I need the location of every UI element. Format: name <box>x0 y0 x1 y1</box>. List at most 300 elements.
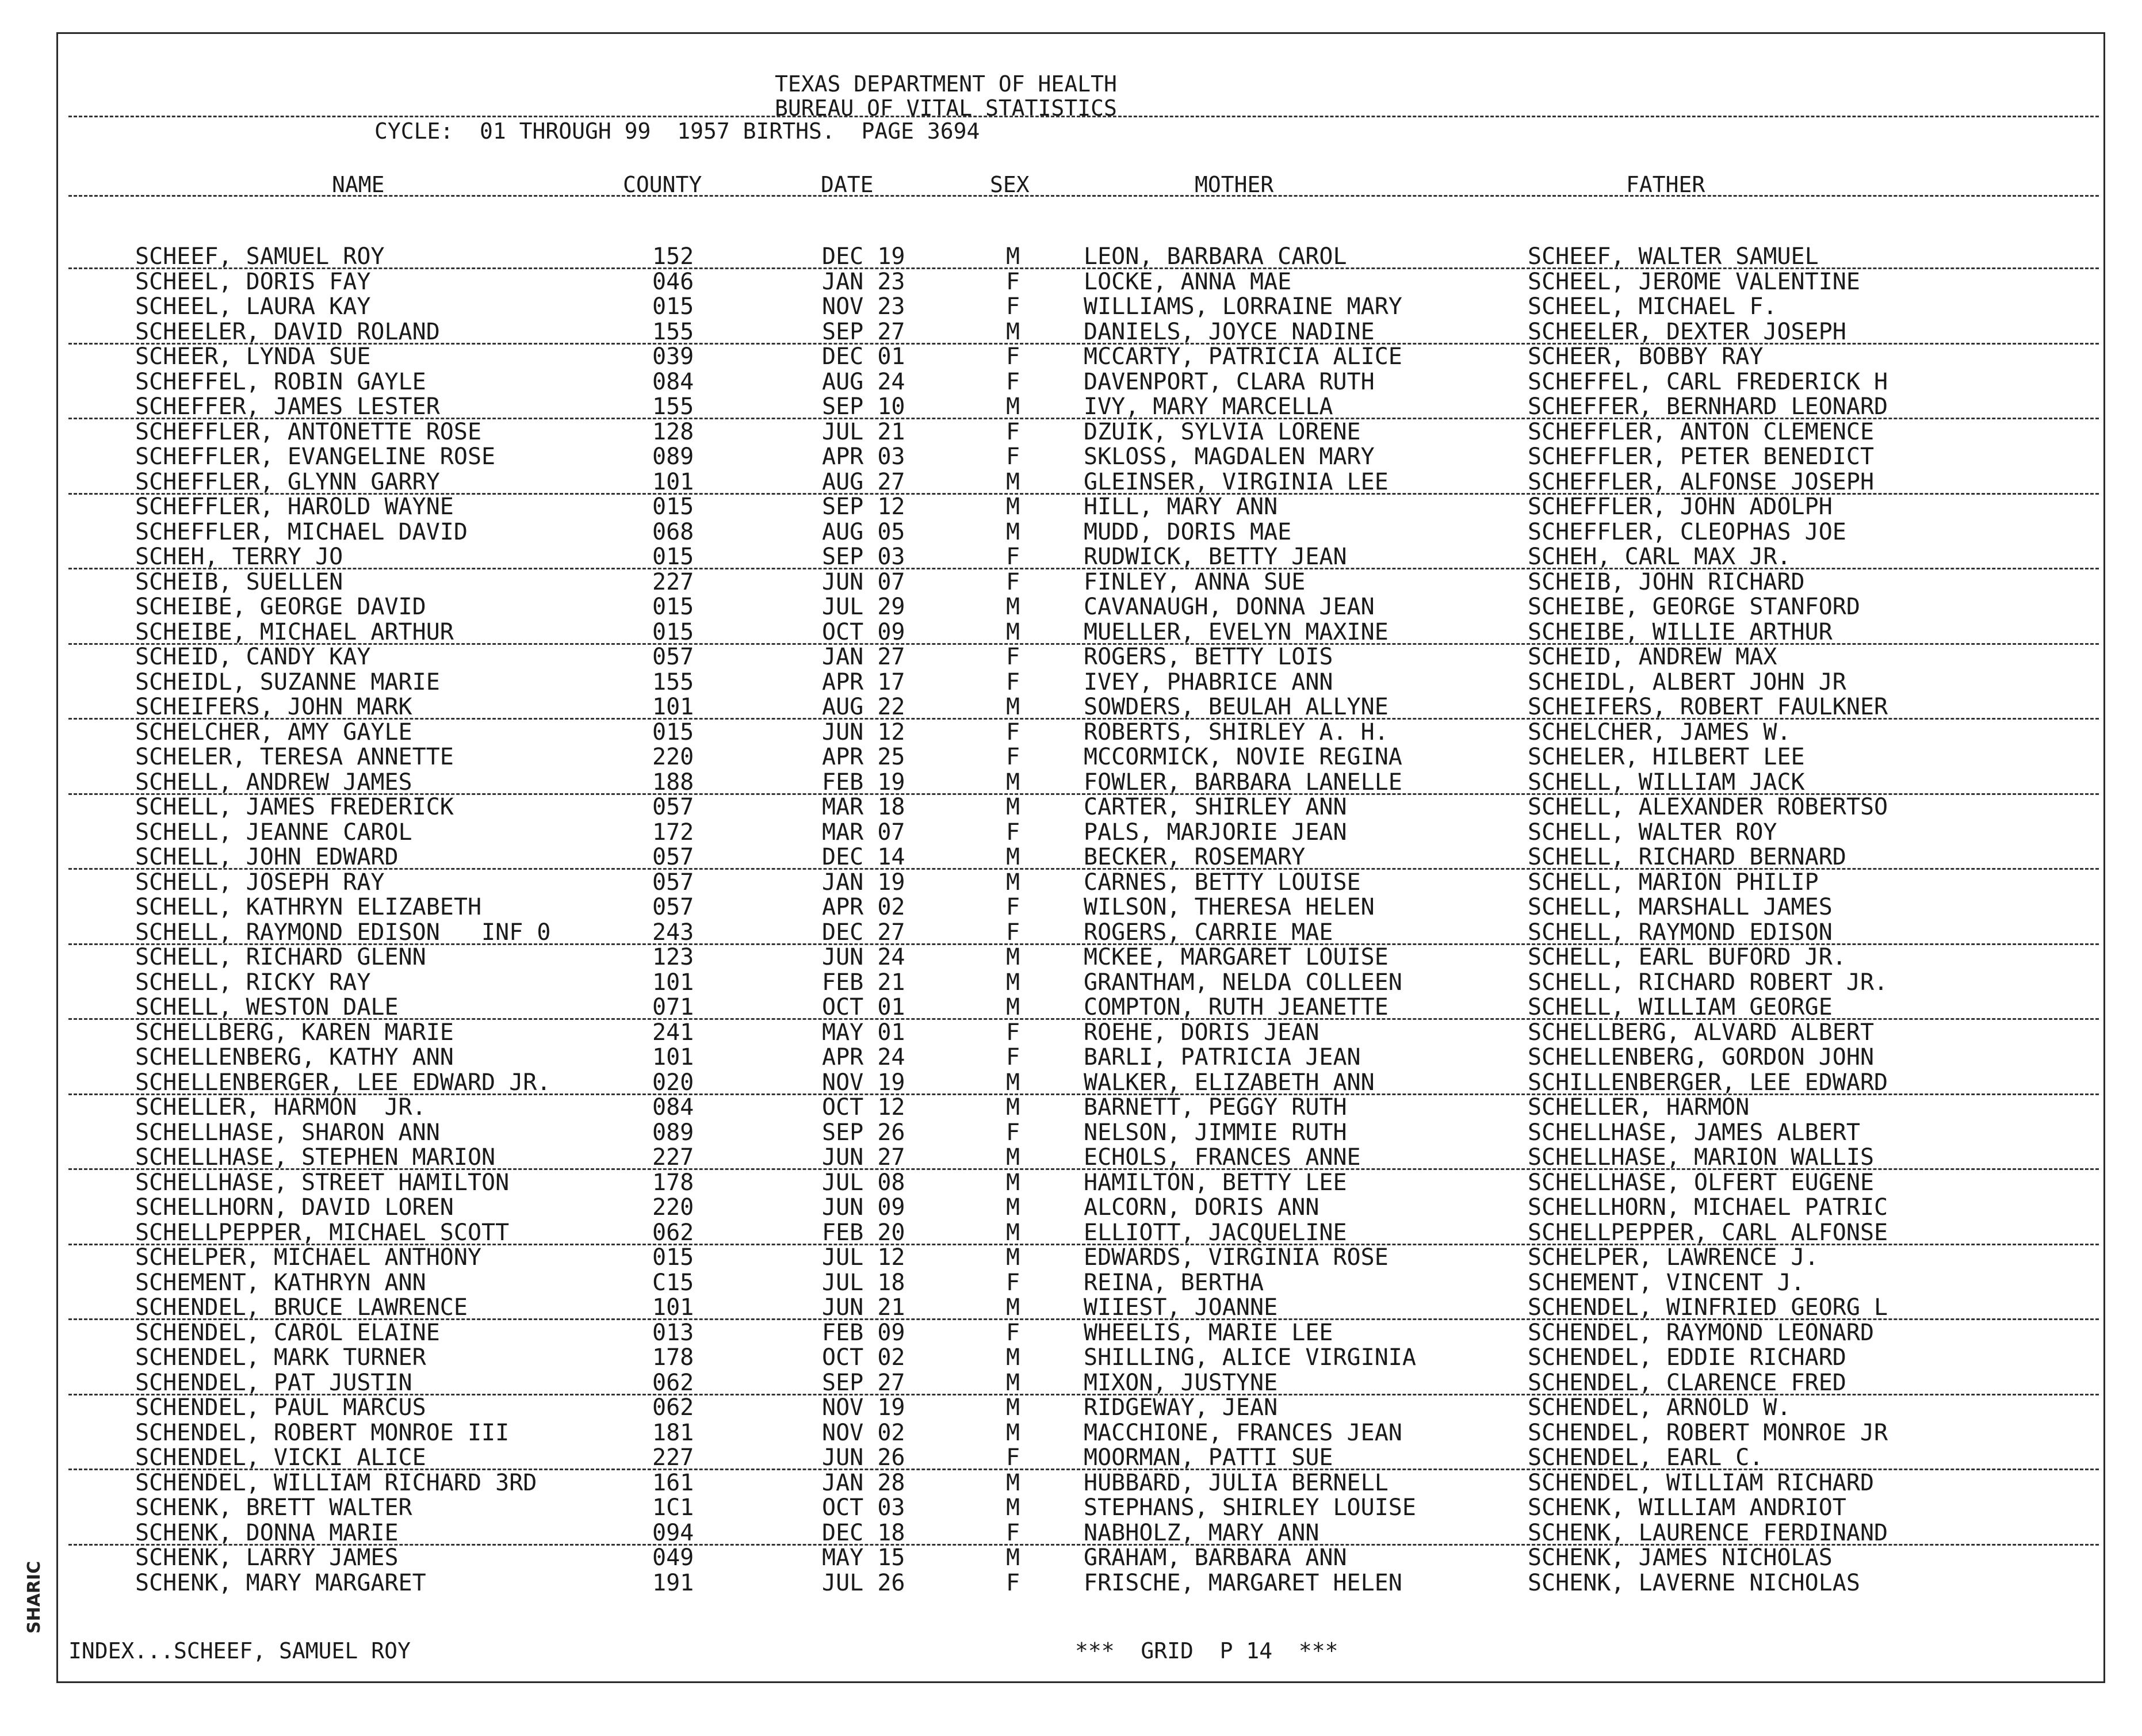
column-name: NAME <box>332 172 385 197</box>
row-date: FEB 21 <box>822 969 905 996</box>
row-county: 020 <box>652 1069 694 1096</box>
table-row <box>58 870 2107 896</box>
table-row <box>58 1345 2107 1371</box>
row-county: 062 <box>652 1394 694 1421</box>
row-date: APR 17 <box>822 668 905 695</box>
row-father: SCHEMENT, VINCENT J. <box>1528 1269 1805 1296</box>
row-county: 1C1 <box>652 1494 694 1521</box>
table-row <box>58 720 2107 745</box>
table-row <box>58 920 2107 946</box>
row-father: SCHELLER, HARMON <box>1528 1094 1750 1121</box>
table-row <box>58 1045 2107 1070</box>
row-name: SCHELL, RICHARD GLENN <box>135 944 426 970</box>
row-mother: PALS, MARJORIE JEAN <box>1084 819 1347 846</box>
row-mother: WIIEST, JOANNE <box>1084 1294 1278 1321</box>
row-sex: M <box>1006 594 1020 620</box>
row-father: SCHELLHASE, MARION WALLIS <box>1528 1144 1875 1171</box>
row-mother: LOCKE, ANNA MAE <box>1084 268 1292 295</box>
row-sex: M <box>1006 768 1020 796</box>
row-county: 191 <box>652 1569 694 1596</box>
row-father: SCHEFFLER, ALFONSE JOSEPH <box>1528 468 1875 495</box>
row-name: SCHEID, CANDY KAY <box>135 644 371 670</box>
row-sex: M <box>1006 994 1020 1020</box>
row-county: 181 <box>652 1419 694 1446</box>
table-row <box>58 945 2107 970</box>
row-mother: CARTER, SHIRLEY ANN <box>1084 794 1347 820</box>
row-mother: SOWDERS, BEULAH ALLYNE <box>1084 694 1389 720</box>
row-date: JAN 23 <box>822 268 905 295</box>
column-header-rule <box>68 195 2099 197</box>
row-date: APR 24 <box>822 1044 905 1070</box>
row-name: SCHEFFLER, EVANGELINE ROSE <box>135 443 496 470</box>
row-sex: F <box>1006 1019 1020 1046</box>
row-date: OCT 02 <box>822 1344 905 1371</box>
row-name: SCHEFFER, JAMES LESTER <box>135 393 440 420</box>
grid-footer: *** GRID P 14 *** <box>1075 1638 1338 1664</box>
table-row <box>58 1371 2107 1396</box>
row-date: SEP 26 <box>822 1119 905 1146</box>
row-name: SCHELLENBERGER, LEE EDWARD JR. <box>135 1069 551 1096</box>
table-row <box>58 1121 2107 1146</box>
row-father: SCHENDEL, ARNOLD W. <box>1528 1394 1791 1421</box>
row-name: SCHELPER, MICHAEL ANTHONY <box>135 1244 482 1271</box>
row-county: 046 <box>652 268 694 295</box>
row-father: SCHELLHASE, JAMES ALBERT <box>1528 1119 1860 1146</box>
table-row <box>58 1421 2107 1446</box>
row-father: SCHELER, HILBERT LEE <box>1528 744 1805 770</box>
row-name: SCHEFFLER, GLYNN GARRY <box>135 468 440 495</box>
row-sex: M <box>1006 618 1020 645</box>
row-sex: M <box>1006 518 1020 545</box>
row-date: NOV 19 <box>822 1394 905 1421</box>
table-row <box>58 620 2107 645</box>
row-father: SCHELLPEPPER, CARL ALFONSE <box>1528 1219 1888 1246</box>
table-row <box>58 970 2107 996</box>
row-county: 101 <box>652 969 694 996</box>
row-county: 101 <box>652 468 694 495</box>
table-row <box>58 1020 2107 1046</box>
column-date: DATE <box>821 172 874 197</box>
row-name: SCHENK, DONNA MARIE <box>135 1519 399 1546</box>
row-county: 015 <box>652 1244 694 1271</box>
row-date: MAY 15 <box>822 1544 905 1571</box>
row-father: SCHELL, MARION PHILIP <box>1528 869 1819 896</box>
table-row <box>58 645 2107 670</box>
row-father: SCHELL, WALTER ROY <box>1528 819 1777 846</box>
table-row <box>58 545 2107 570</box>
table-row <box>58 1471 2107 1496</box>
row-date: AUG 05 <box>822 518 905 545</box>
row-county: 155 <box>652 318 694 345</box>
row-sex: F <box>1006 1319 1020 1346</box>
row-county: C15 <box>652 1269 694 1296</box>
row-sex: F <box>1006 293 1020 320</box>
row-sex: M <box>1006 844 1020 870</box>
row-name: SCHENDEL, PAT JUSTIN <box>135 1369 412 1396</box>
table-row <box>58 244 2107 270</box>
row-name: SCHELL, JEANNE CAROL <box>135 819 412 846</box>
table-row <box>58 695 2107 720</box>
row-father: SCHEH, CARL MAX JR. <box>1528 544 1791 570</box>
row-mother: FINLEY, ANNA SUE <box>1084 568 1306 595</box>
row-date: JUL 29 <box>822 594 905 620</box>
row-father: SCHEIBE, GEORGE STANFORD <box>1528 594 1860 620</box>
row-mother: FRISCHE, MARGARET HELEN <box>1084 1569 1402 1596</box>
row-date: JUN 07 <box>822 568 905 595</box>
row-mother: FOWLER, BARBARA LANELLE <box>1084 768 1402 796</box>
row-father: SCHEEL, JEROME VALENTINE <box>1528 268 1860 295</box>
row-mother: GLEINSER, VIRGINIA LEE <box>1084 468 1389 495</box>
row-sex: M <box>1006 1494 1020 1521</box>
row-name: SCHEELER, DAVID ROLAND <box>135 318 440 345</box>
row-date: JUN 27 <box>822 1144 905 1171</box>
row-sex: M <box>1006 1344 1020 1371</box>
row-name: SCHEEL, LAURA KAY <box>135 293 371 320</box>
row-father: SCHELPER, LAWRENCE J. <box>1528 1244 1819 1271</box>
row-father: SCHELL, RAYMOND EDISON <box>1528 919 1833 946</box>
row-mother: WILLIAMS, LORRAINE MARY <box>1084 293 1402 320</box>
row-county: 101 <box>652 1044 694 1070</box>
row-mother: ROBERTS, SHIRLEY A. H. <box>1084 718 1389 745</box>
row-county: 227 <box>652 1444 694 1471</box>
row-father: SCHENK, LAURENCE FERDINAND <box>1528 1519 1888 1546</box>
row-name: SCHELLPEPPER, MICHAEL SCOTT <box>135 1219 510 1246</box>
row-name: SCHENDEL, BRUCE LAWRENCE <box>135 1294 468 1321</box>
table-row <box>58 345 2107 370</box>
row-sex: M <box>1006 494 1020 520</box>
row-mother: CARNES, BETTY LOUISE <box>1084 869 1361 896</box>
row-sex: M <box>1006 944 1020 970</box>
table-row <box>58 1571 2107 1596</box>
row-date: AUG 24 <box>822 368 905 395</box>
row-name: SCHEH, TERRY JO <box>135 544 343 570</box>
row-name: SCHEMENT, KATHRYN ANN <box>135 1269 426 1296</box>
row-date: JUL 18 <box>822 1269 905 1296</box>
table-row <box>58 1321 2107 1346</box>
row-county: 172 <box>652 819 694 846</box>
table-row <box>58 1145 2107 1171</box>
row-date: OCT 01 <box>822 994 905 1020</box>
row-name: SCHELL, RICKY RAY <box>135 969 371 996</box>
row-sex: F <box>1006 644 1020 670</box>
row-county: 161 <box>652 1469 694 1496</box>
row-mother: COMPTON, RUTH JEANETTE <box>1084 994 1389 1020</box>
row-mother: WILSON, THERESA HELEN <box>1084 894 1375 920</box>
row-sex: M <box>1006 869 1020 896</box>
row-name: SCHENDEL, MARK TURNER <box>135 1344 426 1371</box>
row-name: SCHENDEL, PAUL MARCUS <box>135 1394 426 1421</box>
row-father: SCHENK, LAVERNE NICHOLAS <box>1528 1569 1860 1596</box>
row-name: SCHEIDL, SUZANNE MARIE <box>135 668 440 695</box>
table-row <box>58 370 2107 395</box>
row-mother: NELSON, JIMMIE RUTH <box>1084 1119 1347 1146</box>
row-county: 152 <box>652 243 694 270</box>
table-row <box>58 270 2107 295</box>
row-mother: ROGERS, CARRIE MAE <box>1084 919 1333 946</box>
row-mother: SHILLING, ALICE VIRGINIA <box>1084 1344 1416 1371</box>
header-line-2: BUREAU OF VITAL STATISTICS <box>775 95 1117 121</box>
row-date: APR 25 <box>822 744 905 770</box>
row-name: SCHEFFLER, HAROLD WAYNE <box>135 494 454 520</box>
row-county: 084 <box>652 368 694 395</box>
table-row <box>58 1271 2107 1296</box>
row-name: SCHEEL, DORIS FAY <box>135 268 371 295</box>
row-date: JAN 19 <box>822 869 905 896</box>
row-name: SCHEIBE, MICHAEL ARTHUR <box>135 618 454 645</box>
table-row <box>58 820 2107 846</box>
row-mother: EDWARDS, VIRGINIA ROSE <box>1084 1244 1389 1271</box>
table-row <box>58 595 2107 620</box>
row-name: SCHELCHER, AMY GAYLE <box>135 718 412 745</box>
table-row <box>58 1521 2107 1546</box>
side-stamp: SHARIC <box>24 1561 44 1634</box>
row-father: SCHEFFEL, CARL FREDERICK H <box>1528 368 1888 395</box>
row-mother: GRANTHAM, NELDA COLLEEN <box>1084 969 1402 996</box>
row-date: SEP 27 <box>822 1369 905 1396</box>
row-date: MAY 01 <box>822 1019 905 1046</box>
row-date: JUL 26 <box>822 1569 905 1596</box>
row-date: FEB 19 <box>822 768 905 796</box>
row-sex: M <box>1006 1369 1020 1396</box>
row-sex: F <box>1006 1119 1020 1146</box>
row-county: 015 <box>652 618 694 645</box>
row-county: 089 <box>652 1119 694 1146</box>
row-county: 062 <box>652 1219 694 1246</box>
row-sex: M <box>1006 243 1020 270</box>
row-father: SCHEER, BOBBY RAY <box>1528 343 1764 370</box>
row-mother: CAVANAUGH, DONNA JEAN <box>1084 594 1375 620</box>
row-father: SCHENDEL, WINFRIED GEORG L <box>1528 1294 1888 1321</box>
row-sex: M <box>1006 794 1020 820</box>
row-father: SCHENDEL, EARL C. <box>1528 1444 1764 1471</box>
row-mother: MUDD, DORIS MAE <box>1084 518 1292 545</box>
row-sex: F <box>1006 1519 1020 1546</box>
row-mother: DZUIK, SYLVIA LORENE <box>1084 418 1361 445</box>
table-row <box>58 895 2107 920</box>
row-mother: LEON, BARBARA CAROL <box>1084 243 1347 270</box>
row-date: DEC 01 <box>822 343 905 370</box>
row-father: SCHENK, WILLIAM ANDRIOT <box>1528 1494 1846 1521</box>
row-county: 220 <box>652 1194 694 1221</box>
row-date: SEP 12 <box>822 494 905 520</box>
table-row <box>58 995 2107 1020</box>
row-date: DEC 27 <box>822 919 905 946</box>
row-sex: M <box>1006 468 1020 495</box>
row-date: NOV 02 <box>822 1419 905 1446</box>
row-name: SCHELL, RAYMOND EDISON INF 0 <box>135 919 551 946</box>
row-date: DEC 18 <box>822 1519 905 1546</box>
row-father: SCHELL, RICHARD ROBERT JR. <box>1528 969 1888 996</box>
row-name: SCHENK, MARY MARGARET <box>135 1569 426 1596</box>
row-father: SCHEIBE, WILLIE ARTHUR <box>1528 618 1833 645</box>
row-date: MAR 07 <box>822 819 905 846</box>
row-sex: F <box>1006 1444 1020 1471</box>
row-sex: M <box>1006 1219 1020 1246</box>
row-sex: M <box>1006 1294 1020 1321</box>
row-county: 084 <box>652 1094 694 1121</box>
row-sex: M <box>1006 1094 1020 1121</box>
row-sex: F <box>1006 268 1020 295</box>
row-father: SCHENDEL, WILLIAM RICHARD <box>1528 1469 1875 1496</box>
row-county: 057 <box>652 794 694 820</box>
row-name: SCHEIBE, GEORGE DAVID <box>135 594 426 620</box>
row-father: SCHENK, JAMES NICHOLAS <box>1528 1544 1833 1571</box>
table-row <box>58 795 2107 820</box>
table-row <box>58 1221 2107 1246</box>
row-date: APR 03 <box>822 443 905 470</box>
row-mother: HILL, MARY ANN <box>1084 494 1278 520</box>
row-mother: ECHOLS, FRANCES ANNE <box>1084 1144 1361 1171</box>
table-row <box>58 670 2107 695</box>
row-date: APR 02 <box>822 894 905 920</box>
row-mother: GRAHAM, BARBARA ANN <box>1084 1544 1347 1571</box>
table-row <box>58 1070 2107 1096</box>
row-name: SCHEIB, SUELLEN <box>135 568 343 595</box>
table-row <box>58 320 2107 345</box>
row-date: OCT 12 <box>822 1094 905 1121</box>
row-name: SCHELER, TERESA ANNETTE <box>135 744 454 770</box>
row-sex: F <box>1006 1569 1020 1596</box>
row-date: AUG 27 <box>822 468 905 495</box>
row-mother: IVY, MARY MARCELLA <box>1084 393 1333 420</box>
row-father: SCHELL, MARSHALL JAMES <box>1528 894 1833 920</box>
row-father: SCHEIB, JOHN RICHARD <box>1528 568 1805 595</box>
row-sex: F <box>1006 368 1020 395</box>
row-county: 243 <box>652 919 694 946</box>
row-father: SCHEEL, MICHAEL F. <box>1528 293 1777 320</box>
row-county: 015 <box>652 293 694 320</box>
row-name: SCHENDEL, WILLIAM RICHARD 3RD <box>135 1469 537 1496</box>
row-sex: F <box>1006 443 1020 470</box>
row-name: SCHELL, ANDREW JAMES <box>135 768 412 796</box>
row-mother: WHEELIS, MARIE LEE <box>1084 1319 1333 1346</box>
row-name: SCHELLHASE, STREET HAMILTON <box>135 1169 510 1196</box>
row-county: 178 <box>652 1344 694 1371</box>
row-county: 057 <box>652 844 694 870</box>
row-date: JUN 09 <box>822 1194 905 1221</box>
row-father: SCHELLENBERG, GORDON JOHN <box>1528 1044 1875 1070</box>
row-county: 089 <box>652 443 694 470</box>
row-county: 241 <box>652 1019 694 1046</box>
row-name: SCHELL, JOHN EDWARD <box>135 844 399 870</box>
row-mother: SKLOSS, MAGDALEN MARY <box>1084 443 1375 470</box>
table-row <box>58 1195 2107 1221</box>
row-mother: DANIELS, JOYCE NADINE <box>1084 318 1375 345</box>
row-father: SCHEFFLER, CLEOPHAS JOE <box>1528 518 1846 545</box>
row-date: JAN 27 <box>822 644 905 670</box>
row-sex: F <box>1006 819 1020 846</box>
row-county: 057 <box>652 644 694 670</box>
row-father: SCHELL, ALEXANDER ROBERTSO <box>1528 794 1888 820</box>
row-father: SCHENDEL, ROBERT MONROE JR <box>1528 1419 1888 1446</box>
row-county: 101 <box>652 694 694 720</box>
row-sex: M <box>1006 1069 1020 1096</box>
row-mother: WALKER, ELIZABETH ANN <box>1084 1069 1375 1096</box>
row-father: SCHEID, ANDREW MAX <box>1528 644 1777 670</box>
row-sex: F <box>1006 668 1020 695</box>
row-county: 015 <box>652 544 694 570</box>
column-mother: MOTHER <box>1195 172 1274 197</box>
row-sex: M <box>1006 969 1020 996</box>
row-county: 227 <box>652 1144 694 1171</box>
row-sex: F <box>1006 544 1020 570</box>
table-row <box>58 1496 2107 1521</box>
row-county: 015 <box>652 718 694 745</box>
row-mother: HUBBARD, JULIA BERNELL <box>1084 1469 1389 1496</box>
row-sex: M <box>1006 694 1020 720</box>
row-date: SEP 03 <box>822 544 905 570</box>
row-name: SCHENK, BRETT WALTER <box>135 1494 412 1521</box>
row-date: OCT 03 <box>822 1494 905 1521</box>
row-mother: MCKEE, MARGARET LOUISE <box>1084 944 1389 970</box>
row-name: SCHENDEL, VICKI ALICE <box>135 1444 426 1471</box>
row-mother: MACCHIONE, FRANCES JEAN <box>1084 1419 1402 1446</box>
row-mother: RIDGEWAY, JEAN <box>1084 1394 1278 1421</box>
row-sex: M <box>1006 393 1020 420</box>
row-name: SCHENK, LARRY JAMES <box>135 1544 399 1571</box>
row-date: FEB 09 <box>822 1319 905 1346</box>
row-name: SCHENDEL, ROBERT MONROE III <box>135 1419 510 1446</box>
table-row <box>58 420 2107 445</box>
row-sex: M <box>1006 1194 1020 1221</box>
row-name: SCHELL, KATHRYN ELIZABETH <box>135 894 482 920</box>
row-county: 188 <box>652 768 694 796</box>
table-row <box>58 1295 2107 1321</box>
row-name: SCHELLBERG, KAREN MARIE <box>135 1019 454 1046</box>
row-date: JUL 21 <box>822 418 905 445</box>
row-county: 015 <box>652 594 694 620</box>
row-date: JUN 24 <box>822 944 905 970</box>
row-sex: M <box>1006 1169 1020 1196</box>
row-date: FEB 20 <box>822 1219 905 1246</box>
row-mother: BARLI, PATRICIA JEAN <box>1084 1044 1361 1070</box>
row-father: SCHELL, WILLIAM GEORGE <box>1528 994 1833 1020</box>
row-sex: M <box>1006 1544 1020 1571</box>
row-sex: F <box>1006 718 1020 745</box>
table-row <box>58 445 2107 470</box>
table-row <box>58 845 2107 870</box>
row-mother: MUELLER, EVELYN MAXINE <box>1084 618 1389 645</box>
row-county: 071 <box>652 994 694 1020</box>
row-name: SCHEIFERS, JOHN MARK <box>135 694 412 720</box>
row-date: AUG 22 <box>822 694 905 720</box>
row-sex: M <box>1006 1244 1020 1271</box>
row-father: SCHELLBERG, ALVARD ALBERT <box>1528 1019 1875 1046</box>
table-row <box>58 1446 2107 1471</box>
row-father: SCHEFFLER, PETER BENEDICT <box>1528 443 1875 470</box>
row-father: SCHELL, EARL BUFORD JR. <box>1528 944 1846 970</box>
row-date: DEC 19 <box>822 243 905 270</box>
row-county: 155 <box>652 668 694 695</box>
row-name: SCHEEF, SAMUEL ROY <box>135 243 385 270</box>
row-mother: MOORMAN, PATTI SUE <box>1084 1444 1333 1471</box>
table-row <box>58 470 2107 495</box>
row-name: SCHEFFLER, MICHAEL DAVID <box>135 518 468 545</box>
row-date: NOV 23 <box>822 293 905 320</box>
row-name: SCHELLHASE, SHARON ANN <box>135 1119 440 1146</box>
row-date: OCT 09 <box>822 618 905 645</box>
row-sex: F <box>1006 1044 1020 1070</box>
row-sex: M <box>1006 1394 1020 1421</box>
row-county: 123 <box>652 944 694 970</box>
row-county: 227 <box>652 568 694 595</box>
row-date: JUL 08 <box>822 1169 905 1196</box>
row-mother: RUDWICK, BETTY JEAN <box>1084 544 1347 570</box>
row-mother: MCCORMICK, NOVIE REGINA <box>1084 744 1402 770</box>
row-date: JAN 28 <box>822 1469 905 1496</box>
row-mother: REINA, BERTHA <box>1084 1269 1264 1296</box>
row-father: SCHELL, RICHARD BERNARD <box>1528 844 1846 870</box>
